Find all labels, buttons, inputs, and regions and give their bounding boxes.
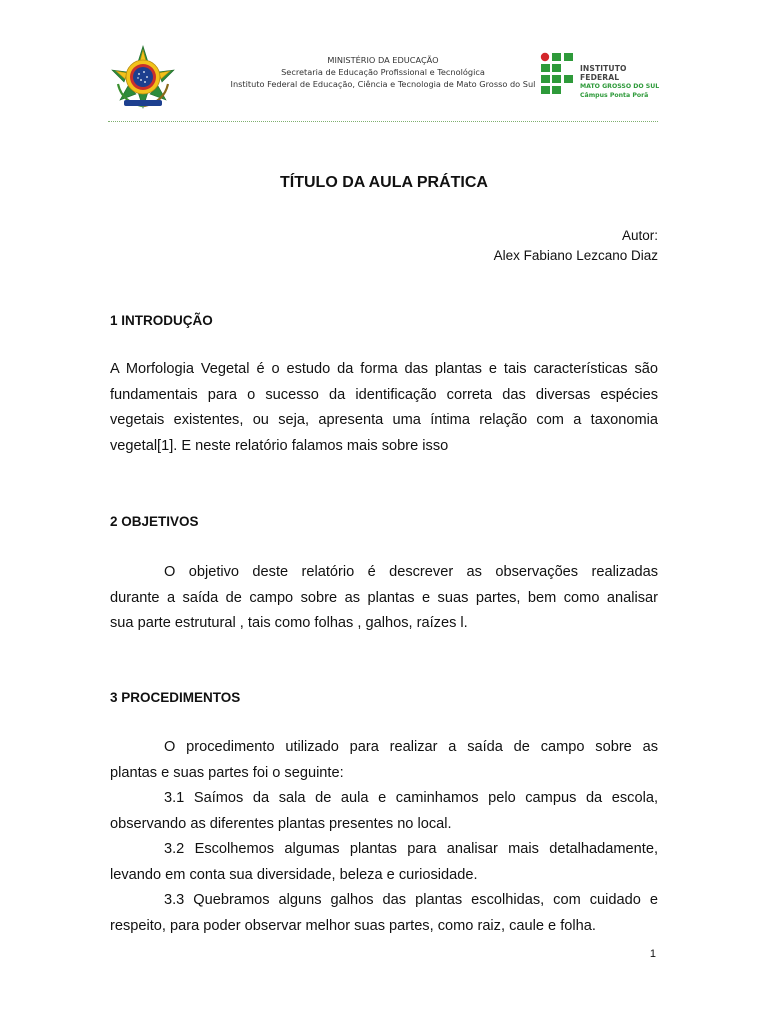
paragraph-line: durante a saída de campo sobre as plantas e suas partes, bem como analisar (110, 589, 658, 606)
paragraph-line: vegetais existentes, ou seja, apresenta uma íntima relação com a taxonomia (110, 412, 658, 428)
document-title: TÍTULO DA AULA PRÁTICA (280, 174, 488, 191)
paragraph-line: observando as diferentes plantas presentes no local. (110, 815, 452, 832)
paragraph-line: O objetivo deste relatório é descrever as observações realizadas (164, 564, 658, 580)
paragraph-line: A Morfologia Vegetal é o estudo da forma das plantas e tais características são (110, 361, 658, 377)
section-heading-procedimentos: 3 PROCEDIMENTOS (110, 690, 241, 705)
section-paragraph-objetivos (110, 560, 658, 637)
paragraph-line: fundamentais para o sucesso da identificação correta das diversas espécies (110, 386, 658, 403)
instituto-federal-logo-text (580, 64, 660, 100)
section-heading-objetivos: 2 OBJETIVOS (110, 514, 199, 529)
logo-line-1: INSTITUTO FEDERAL (580, 64, 627, 82)
institute-line: Instituto Federal de Educação, Ciência e Tecnologia de Mato Grosso do Sul (230, 79, 536, 89)
section-paragraph-introducao (110, 357, 658, 459)
ministry-line: MINISTÉRIO DA EDUCAÇÃO (327, 55, 439, 65)
paragraph-line: 3.3 Quebramos alguns galhos das plantas escolhidas, com cuidado e (164, 892, 658, 908)
header-divider (108, 121, 658, 122)
instituto-federal-logo (540, 52, 660, 99)
section-heading-introducao: 1 INTRODUÇÃO (110, 313, 213, 328)
section-paragraph-procedimentos (110, 735, 658, 939)
paragraph-line: 3.2 Escolhemos algumas plantas para analisar mais detalhadamente, (164, 841, 658, 857)
author-name: Alex Fabiano Lezcano Diaz (493, 248, 658, 263)
brazil-coat-of-arms-icon (108, 44, 178, 110)
document-header (108, 44, 660, 114)
paragraph-line: sua parte estrutural , tais como folhas , galhos, raízes l. (110, 615, 468, 631)
secretariat-line: Secretaria de Educação Profissional e Tecnológica (281, 67, 485, 77)
paragraph-line: 3.1 Saímos da sala de aula e caminhamos pelo campus da escola, (164, 790, 658, 806)
instituto-federal-logo-icon (540, 52, 574, 96)
logo-line-3: Câmpus Ponta Porã (580, 92, 649, 99)
paragraph-line: O procedimento utilizado para realizar a saída de campo sobre as (164, 739, 658, 755)
author-label: Autor: (621, 228, 658, 243)
paragraph-line: plantas e suas partes foi o seguinte: (110, 764, 344, 781)
paragraph-line: respeito, para poder observar melhor suas partes, como raiz, caule e folha. (110, 917, 596, 934)
page-number: 1 (649, 948, 656, 960)
institution-header-text (218, 54, 548, 90)
logo-line-2: MATO GROSSO DO SUL (580, 83, 660, 90)
paragraph-line: levando em conta sua diversidade, beleza e curiosidade. (110, 866, 478, 883)
paragraph-line: vegetal[1]. E neste relatório falamos mais sobre isso (110, 437, 449, 454)
